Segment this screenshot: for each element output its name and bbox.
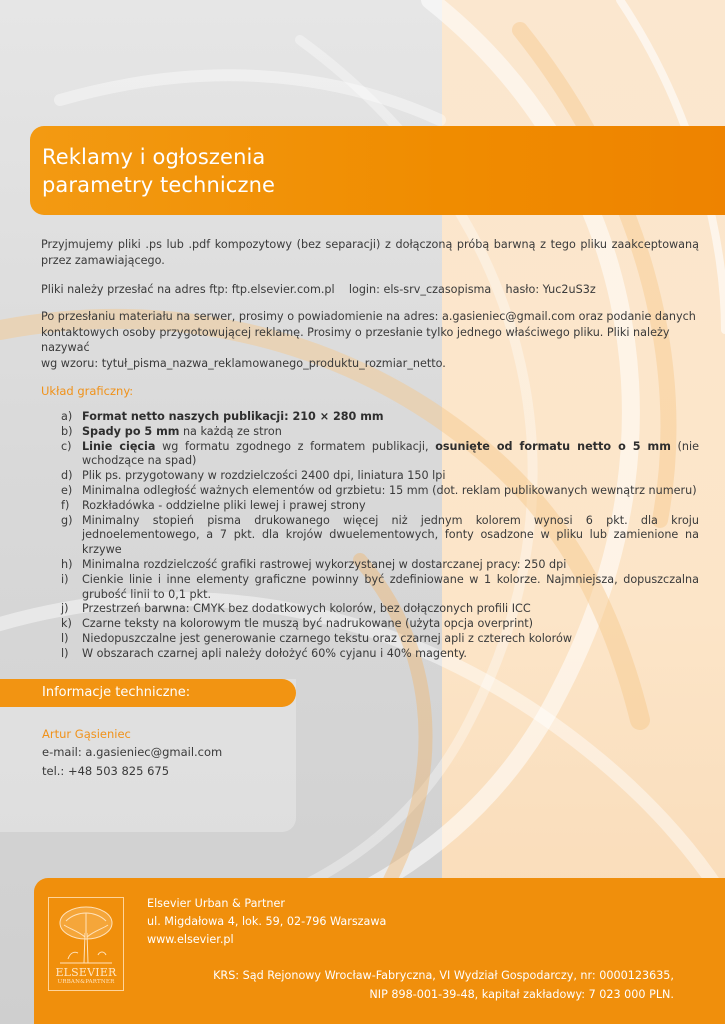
spec-text: Przestrzeń barwna: CMYK bez dodatkowych kolorów, bez dołączonych profili ICC bbox=[82, 602, 531, 616]
contact-email[interactable]: e-mail: a.gasieniec@gmail.com bbox=[42, 745, 223, 759]
notify-line-2: kontaktowych osoby przygotowującej reklamę. Prosimy o przesłanie tylko jednego właściwego pliku. Pliki należy nazywać bbox=[41, 325, 670, 354]
page-title bbox=[42, 143, 275, 199]
spec-text: Czarne teksty na kolorowym tle muszą być nadrukowane (użyta opcja overprint) bbox=[82, 617, 534, 631]
layout-section-label: Układ graficzny: bbox=[41, 384, 134, 398]
list-item bbox=[41, 602, 699, 617]
list-item bbox=[41, 632, 699, 647]
list-item bbox=[41, 425, 699, 440]
spec-bold: Format netto naszych publikacji: 210 × 280 mm bbox=[82, 410, 384, 423]
spec-text: Minimalny stopień pisma drukowanego więcej niż jednym kolorem wynosi 6 pkt. dla kroju jednoelementowego, a 7 pkt. dla krojów dwuelementowych, fonty osadzone w pliku lub zamienione na krzywe bbox=[82, 513, 699, 557]
spec-text: Minimalna odległość ważnych elementów od grzbietu: 15 mm (dot. reklam publikowanych wewnątrz numeru) bbox=[82, 483, 697, 497]
list-marker: d) bbox=[61, 469, 73, 483]
logo-wordmark: ELSEVIER bbox=[55, 966, 117, 979]
list-item bbox=[41, 558, 699, 573]
list-item bbox=[41, 573, 699, 603]
title-line-1: Reklamy i ogłoszenia bbox=[42, 145, 266, 169]
list-item bbox=[41, 410, 699, 425]
intro-paragraph-ftp: Pliki należy przesłać na adres ftp: ftp.elsevier.com.pl login: els-srv_czasopisma hasło: Yuc2uS3z bbox=[41, 283, 596, 296]
footer-company: Elsevier Urban & Partner bbox=[147, 897, 285, 910]
intro-paragraph-files: Przyjmujemy pliki .ps lub .pdf kompozytowy (bez separacji) z dołączoną próbą barwną z tego pliku zaakceptowaną przez zamawiającego. bbox=[41, 238, 699, 267]
spec-bold: Linie cięcia bbox=[82, 439, 156, 453]
list-marker: l) bbox=[61, 646, 69, 660]
list-marker: e) bbox=[61, 483, 73, 497]
footer-band bbox=[34, 878, 725, 1024]
list-marker: h) bbox=[61, 557, 73, 571]
list-marker: i) bbox=[61, 572, 69, 586]
list-item bbox=[41, 440, 699, 470]
list-item bbox=[41, 469, 699, 484]
footer-address: ul. Migdałowa 4, lok. 59, 02-796 Warszawa bbox=[147, 915, 387, 928]
spec-text: wg formatu zgodnego z formatem publikacji, bbox=[155, 439, 436, 453]
list-item bbox=[41, 514, 699, 558]
spec-text: W obszarach czarnej apli należy dołożyć 60% cyjanu i 40% magenty. bbox=[82, 646, 467, 660]
spec-list bbox=[41, 410, 699, 662]
spec-bold: Spady po 5 mm bbox=[82, 424, 180, 438]
notify-line-3: wg wzoru: tytuł_pisma_nazwa_reklamowanego_produktu_rozmiar_netto. bbox=[41, 356, 446, 370]
list-marker: f) bbox=[61, 498, 70, 512]
list-marker: j) bbox=[61, 602, 69, 616]
list-marker: g) bbox=[61, 513, 73, 527]
list-marker: k) bbox=[61, 617, 72, 631]
title-line-2: parametry techniczne bbox=[42, 173, 275, 197]
list-marker: a) bbox=[61, 410, 73, 423]
spec-text: na każdą ze stron bbox=[179, 424, 282, 438]
list-item bbox=[41, 647, 699, 662]
footer-nip: NIP 898-001-39-48, kapitał zakładowy: 7 023 000 PLN. bbox=[369, 988, 674, 1001]
footer-krs: KRS: Sąd Rejonowy Wrocław-Fabryczna, VI Wydział Gospodarczy, nr: 0000123635, bbox=[213, 969, 674, 982]
list-item bbox=[41, 484, 699, 499]
spec-bold: osunięte od formatu netto o 5 mm bbox=[435, 439, 671, 453]
elsevier-logo bbox=[48, 897, 124, 991]
list-item bbox=[41, 499, 699, 514]
list-marker: l) bbox=[61, 631, 69, 645]
list-marker: c) bbox=[61, 439, 72, 453]
spec-text: Rozkładówka - oddzielne pliki lewej i prawej strony bbox=[82, 498, 366, 512]
spec-text: Plik ps. przygotowany w rozdzielczości 2400 dpi, liniatura 150 lpi bbox=[82, 469, 446, 483]
spec-text: Niedopuszczalne jest generowanie czarnego tekstu oraz czarnej apli z czterech kolorów bbox=[82, 631, 573, 645]
contact-name: Artur Gąsieniec bbox=[42, 727, 131, 741]
info-heading: Informacje techniczne: bbox=[42, 685, 191, 700]
logo-subtitle: URBAN&PARTNER bbox=[57, 979, 115, 985]
spec-text: Cienkie linie i inne elementy graficzne powinny być zdefiniowane w 1 kolorze. Najmniejsza, dopuszczalna grubość linii to 0,1 pkt. bbox=[82, 572, 699, 601]
spec-text: Minimalna rozdzielczość grafiki rastrowej wykorzystanej w dostarczanej pracy: 250 dpi bbox=[82, 557, 567, 571]
contact-phone: tel.: +48 503 825 675 bbox=[42, 764, 170, 778]
intro-paragraph-notify bbox=[41, 309, 699, 371]
spec-text: (nie wchodzące na spad) bbox=[82, 439, 699, 468]
notify-line-1: Po przesłaniu materiału na serwer, prosimy o powiadomienie na adres: a.gasieniec@gmail.com oraz podanie danych bbox=[41, 310, 696, 323]
tree-logo-icon bbox=[54, 903, 118, 965]
list-item bbox=[41, 617, 699, 632]
footer-website-link[interactable]: www.elsevier.pl bbox=[147, 933, 234, 946]
list-marker: b) bbox=[61, 424, 73, 438]
